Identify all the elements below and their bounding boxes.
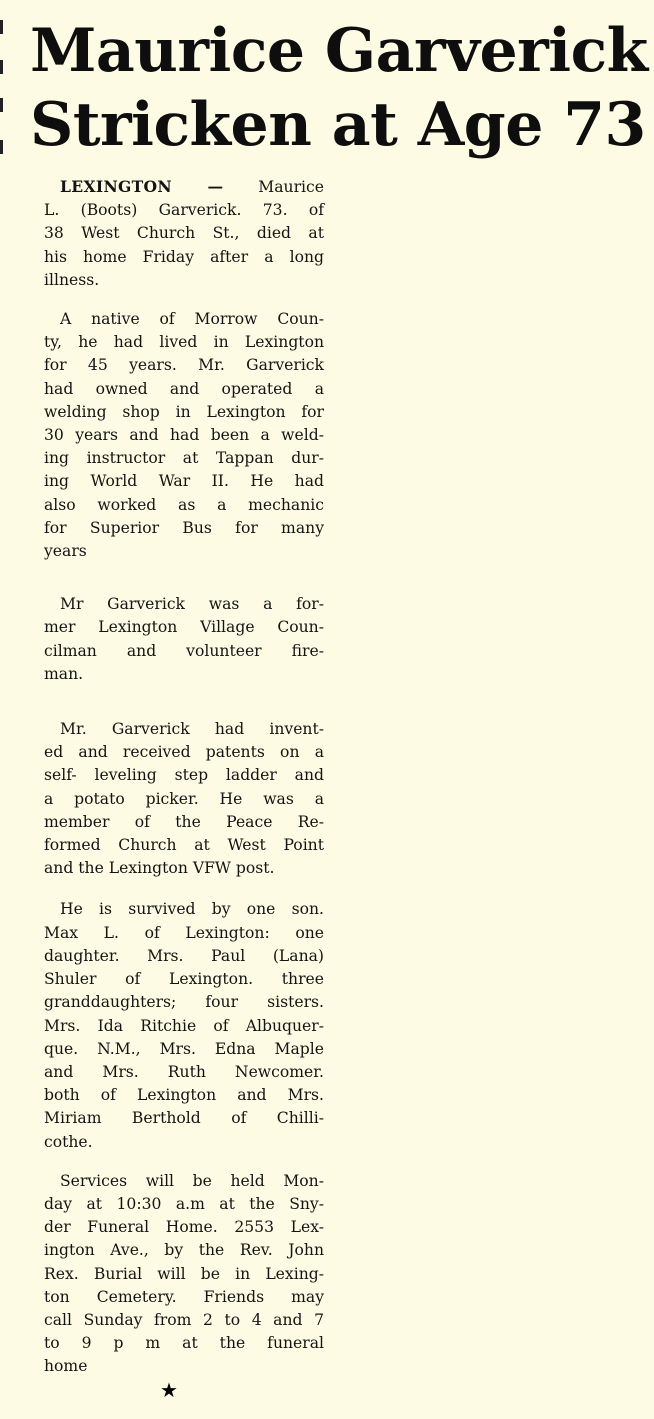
article-line: to 9 p m at the funeral bbox=[44, 1334, 324, 1353]
headline-line-2: Stricken at Age 73 bbox=[30, 90, 646, 160]
headline-line-1: Maurice Garverick bbox=[30, 16, 648, 86]
article-line: formed Church at West Point bbox=[44, 836, 324, 855]
article-line: welding shop in Lexington for bbox=[44, 402, 324, 421]
article-line: and Mrs. Ruth Newcomer. bbox=[44, 1062, 324, 1081]
article-line: Shuler of Lexington. three bbox=[44, 970, 324, 989]
article-line: years bbox=[44, 542, 87, 561]
article-line: and the Lexington VFW post. bbox=[44, 859, 275, 878]
article-line: 38 West Church St., died at bbox=[44, 224, 324, 243]
article-line: ington Ave., by the Rev. John bbox=[44, 1241, 324, 1260]
article-line: also worked as a mechanic bbox=[44, 495, 324, 514]
article-line: 30 years and had been a weld- bbox=[44, 426, 324, 445]
article-line: his home Friday after a long bbox=[44, 247, 324, 266]
article-line: ty, he had lived in Lexington bbox=[44, 333, 324, 352]
article-line: self- leveling step ladder and bbox=[44, 766, 324, 785]
article-line: call Sunday from 2 to 4 and 7 bbox=[44, 1310, 324, 1329]
article-line: member of the Peace Re- bbox=[44, 812, 324, 831]
article-line: daughter. Mrs. Paul (Lana) bbox=[44, 946, 324, 965]
article-line: He is survived by one son. bbox=[60, 900, 324, 919]
article-line: L. (Boots) Garverick. 73. of bbox=[44, 201, 324, 220]
article-line: home bbox=[44, 1357, 88, 1376]
article-paragraph bbox=[44, 308, 324, 563]
article-line: cilman and volunteer fire- bbox=[44, 641, 324, 660]
article-line: a potato picker. He was a bbox=[44, 789, 324, 808]
article-line: A native of Morrow Coun- bbox=[60, 310, 324, 329]
article-line: Mr Garverick was a for- bbox=[60, 595, 324, 614]
dateline: LEXINGTON — bbox=[60, 177, 224, 196]
page-edge-marks bbox=[0, 0, 4, 200]
article-line: ed and received patents on a bbox=[44, 743, 324, 762]
end-of-article-star-icon: ★ bbox=[160, 1378, 178, 1402]
article-body bbox=[44, 175, 324, 1379]
article-line: Mrs. Ida Ritchie of Albuquer- bbox=[44, 1016, 324, 1035]
article-line: had owned and operated a bbox=[44, 379, 324, 398]
article-paragraph bbox=[44, 175, 324, 292]
article-paragraph bbox=[44, 898, 324, 1153]
article-line: Rex. Burial will be in Lexing- bbox=[44, 1264, 324, 1283]
article-line: der Funeral Home. 2553 Lex- bbox=[44, 1218, 324, 1237]
article-paragraph bbox=[44, 1170, 324, 1379]
article-line: man. bbox=[44, 664, 84, 683]
article-line: Max L. of Lexington: one bbox=[44, 923, 324, 942]
article-line: ing instructor at Tappan dur- bbox=[44, 449, 324, 468]
article-paragraph bbox=[44, 593, 324, 686]
article-line: mer Lexington Village Coun- bbox=[44, 618, 324, 637]
headline bbox=[30, 14, 648, 162]
article-line: Services will be held Mon- bbox=[60, 1171, 324, 1190]
article-line: Miriam Berthold of Chilli- bbox=[44, 1109, 324, 1128]
article-line: for 45 years. Mr. Garverick bbox=[44, 356, 324, 375]
article-line: cothe. bbox=[44, 1132, 93, 1151]
article-line: Mr. Garverick had invent- bbox=[60, 720, 324, 739]
article-line: ing World War II. He had bbox=[44, 472, 324, 491]
article-line: both of Lexington and Mrs. bbox=[44, 1086, 324, 1105]
article-line: for Superior Bus for many bbox=[44, 518, 324, 537]
article-line: granddaughters; four sisters. bbox=[44, 993, 324, 1012]
article-paragraph bbox=[44, 718, 324, 880]
article-line: ton Cemetery. Friends may bbox=[44, 1287, 324, 1306]
article-line: que. N.M., Mrs. Edna Maple bbox=[44, 1039, 324, 1058]
article-line: illness. bbox=[44, 270, 100, 289]
article-line: day at 10:30 a.m at the Sny- bbox=[44, 1194, 324, 1213]
article-line: LEXINGTON — Maurice bbox=[60, 177, 324, 196]
